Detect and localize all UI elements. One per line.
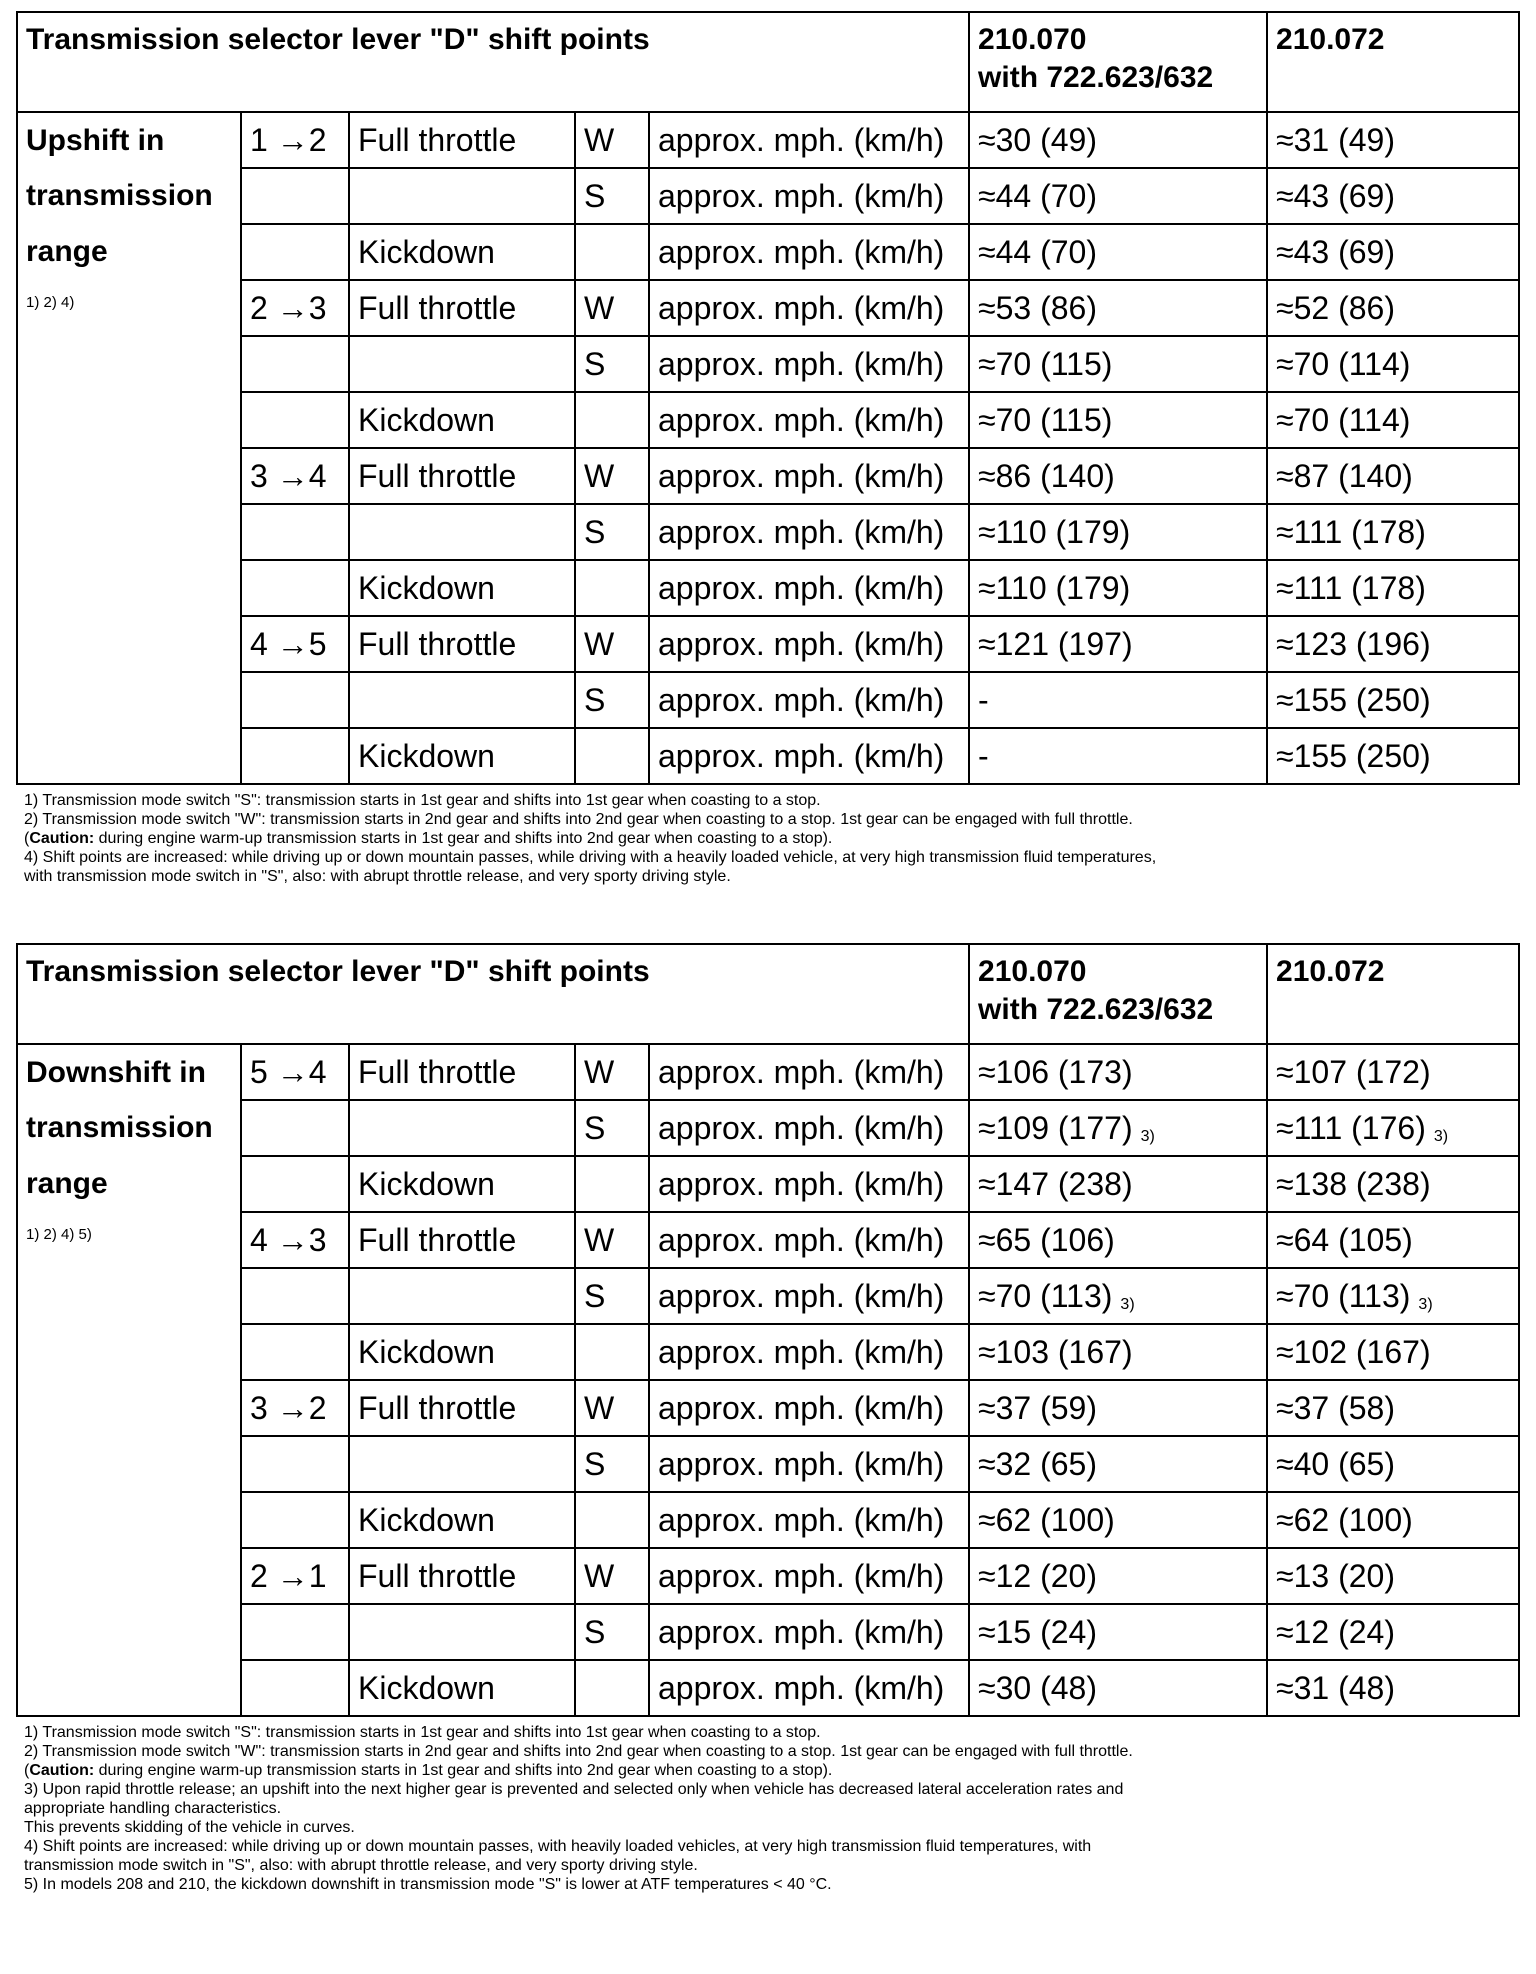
speed-210-070 <box>969 1156 1267 1212</box>
footnote-paren: ( <box>24 1762 30 1779</box>
table-row <box>17 1268 1519 1324</box>
speed-unit: approx. mph. (km/h) <box>649 224 969 280</box>
gear-change: 3 →4 <box>241 448 349 504</box>
footnote-line <box>24 1799 1518 1818</box>
downshift-section <box>16 943 1518 1894</box>
gear-change <box>241 672 349 728</box>
footnote-line <box>24 1761 1518 1780</box>
throttle-condition: Kickdown <box>349 1324 575 1380</box>
speed-unit: approx. mph. (km/h) <box>649 448 969 504</box>
gear-change <box>241 336 349 392</box>
throttle-condition: Kickdown <box>349 1156 575 1212</box>
speed-unit: approx. mph. (km/h) <box>649 1212 969 1268</box>
table-row <box>17 112 1519 168</box>
speed-value: ≈87 (140) <box>1276 457 1413 494</box>
speed-value: ≈62 (100) <box>1276 1501 1413 1538</box>
table-row <box>17 1380 1519 1436</box>
mode-switch: W <box>575 616 649 672</box>
mode-switch: S <box>575 1268 649 1324</box>
speed-unit: approx. mph. (km/h) <box>649 1268 969 1324</box>
throttle-condition <box>349 1436 575 1492</box>
speed-value: ≈155 (250) <box>1276 737 1431 774</box>
table-row <box>17 728 1519 784</box>
group-label: transmission <box>17 1100 241 1156</box>
speed-unit: approx. mph. (km/h) <box>649 1436 969 1492</box>
throttle-condition: Full throttle <box>349 112 575 168</box>
mode-switch: S <box>575 1604 649 1660</box>
speed-value: ≈30 (49) <box>978 121 1097 158</box>
table-row <box>17 1548 1519 1604</box>
mode-switch: S <box>575 1436 649 1492</box>
table-row <box>17 1660 1519 1716</box>
gear-change <box>241 1100 349 1156</box>
table-row <box>17 1604 1519 1660</box>
table-row <box>17 1436 1519 1492</box>
speed-210-070 <box>969 1268 1267 1324</box>
speed-value: ≈111 (176) <box>1276 1109 1426 1146</box>
throttle-condition: Kickdown <box>349 224 575 280</box>
speed-value: ≈15 (24) <box>978 1613 1097 1650</box>
speed-210-072 <box>1267 1156 1519 1212</box>
speed-210-070 <box>969 1548 1267 1604</box>
speed-210-070 <box>969 504 1267 560</box>
speed-value: ≈70 (113) <box>1276 1277 1411 1314</box>
table-row <box>17 504 1519 560</box>
gear-change <box>241 1156 349 1212</box>
gear-change: 4 →5 <box>241 616 349 672</box>
throttle-condition: Full throttle <box>349 1380 575 1436</box>
footnote-text: during engine warm-up transmission starts in 1st gear and shifts into 2nd gear when coasting to a stop). <box>94 1762 833 1779</box>
speed-unit: approx. mph. (km/h) <box>649 168 969 224</box>
footnote-text: 4) Shift points are increased: while driving up or down mountain passes, while driving with a heavily loaded vehicle, at very high transmission fluid temperatures, <box>24 849 1157 866</box>
group-label: Upshift in <box>17 112 241 168</box>
speed-value: ≈30 (48) <box>978 1669 1097 1706</box>
footnote-line <box>24 791 1518 810</box>
group-footnote-refs: 1) 2) 4) 5) <box>17 1212 241 1716</box>
group-label: range <box>17 224 241 280</box>
table-row <box>17 168 1519 224</box>
mode-switch <box>575 1156 649 1212</box>
speed-value: ≈62 (100) <box>978 1501 1115 1538</box>
throttle-condition <box>349 336 575 392</box>
footnote-line <box>24 829 1518 848</box>
throttle-condition <box>349 672 575 728</box>
gear-change <box>241 728 349 784</box>
upshift-footnotes <box>24 791 1518 886</box>
speed-unit: approx. mph. (km/h) <box>649 672 969 728</box>
speed-value: ≈32 (65) <box>978 1445 1097 1482</box>
gear-change <box>241 1492 349 1548</box>
speed-210-070 <box>969 224 1267 280</box>
speed-210-070 <box>969 1492 1267 1548</box>
mode-switch: S <box>575 168 649 224</box>
speed-210-072 <box>1267 1604 1519 1660</box>
footnote-text: 2) Transmission mode switch "W": transmission starts in 2nd gear and shifts into 2nd gear when coasting to a stop. 1st gear can be engaged with full throttle. <box>24 1743 1133 1760</box>
footnote-text: 2) Transmission mode switch "W": transmission starts in 2nd gear and shifts into 2nd gear when coasting to a stop. 1st gear can be engaged with full throttle. <box>24 811 1133 828</box>
table-title: Transmission selector lever "D" shift points <box>17 12 969 112</box>
table-row <box>17 224 1519 280</box>
speed-210-072 <box>1267 280 1519 336</box>
speed-value: ≈43 (69) <box>1276 233 1395 270</box>
model-transmission: with 722.623/632 <box>978 61 1214 94</box>
gear-change <box>241 1660 349 1716</box>
speed-value: - <box>978 737 989 774</box>
speed-210-070 <box>969 448 1267 504</box>
throttle-condition: Kickdown <box>349 1492 575 1548</box>
speed-value: ≈138 (238) <box>1276 1165 1431 1202</box>
throttle-condition: Full throttle <box>349 616 575 672</box>
speed-value: ≈43 (69) <box>1276 177 1395 214</box>
table-row <box>17 1100 1519 1156</box>
footnote-ref: 3) <box>1418 1295 1433 1313</box>
footnote-text: 1) Transmission mode switch "S": transmission starts in 1st gear and shifts into 1st gear when coasting to a stop. <box>24 1724 821 1741</box>
speed-210-072 <box>1267 168 1519 224</box>
speed-210-072 <box>1267 1492 1519 1548</box>
speed-unit: approx. mph. (km/h) <box>649 728 969 784</box>
mode-switch: W <box>575 1548 649 1604</box>
speed-value: ≈121 (197) <box>978 625 1133 662</box>
gear-change: 2 →1 <box>241 1548 349 1604</box>
model-210-070-header <box>969 12 1267 112</box>
speed-210-072 <box>1267 1044 1519 1100</box>
speed-210-072 <box>1267 616 1519 672</box>
gear-change: 1 →2 <box>241 112 349 168</box>
speed-210-072 <box>1267 392 1519 448</box>
throttle-condition <box>349 504 575 560</box>
throttle-condition: Kickdown <box>349 560 575 616</box>
speed-value: ≈53 (86) <box>978 289 1097 326</box>
footnote-text: 5) In models 208 and 210, the kickdown downshift in transmission mode "S" is lower at ATF temperatures < 40 °C. <box>24 1876 832 1893</box>
model-210-070-header <box>969 944 1267 1044</box>
speed-210-070 <box>969 336 1267 392</box>
header-row <box>17 944 1519 1044</box>
header-row <box>17 12 1519 112</box>
footnote-line <box>24 810 1518 829</box>
speed-210-070 <box>969 168 1267 224</box>
model-210-072-header: 210.072 <box>1267 12 1519 112</box>
speed-value: ≈64 (105) <box>1276 1221 1413 1258</box>
group-label: transmission <box>17 168 241 224</box>
speed-210-072 <box>1267 672 1519 728</box>
mode-switch: W <box>575 1044 649 1100</box>
mode-switch: S <box>575 1100 649 1156</box>
footnote-line <box>24 1723 1518 1742</box>
speed-210-070 <box>969 1324 1267 1380</box>
speed-unit: approx. mph. (km/h) <box>649 392 969 448</box>
throttle-condition: Full throttle <box>349 280 575 336</box>
mode-switch <box>575 224 649 280</box>
speed-210-072 <box>1267 1100 1519 1156</box>
speed-unit: approx. mph. (km/h) <box>649 616 969 672</box>
speed-210-072 <box>1267 448 1519 504</box>
table-row <box>17 1044 1519 1100</box>
downshift-footnotes <box>24 1723 1518 1894</box>
mode-switch: S <box>575 336 649 392</box>
speed-value: ≈65 (106) <box>978 1221 1115 1258</box>
speed-value: ≈37 (58) <box>1276 1389 1395 1426</box>
footnote-ref: 3) <box>1140 1127 1155 1145</box>
footnote-text: transmission mode switch in "S", also: with abrupt throttle release, and very sporty driving style. <box>24 1857 698 1874</box>
mode-switch: W <box>575 1212 649 1268</box>
speed-210-072 <box>1267 1380 1519 1436</box>
upshift-table <box>16 11 1520 785</box>
speed-unit: approx. mph. (km/h) <box>649 560 969 616</box>
downshift-table <box>16 943 1520 1717</box>
footnote-text: with transmission mode switch in "S", also: with abrupt throttle release, and very sporty driving style. <box>24 868 731 885</box>
speed-value: ≈12 (20) <box>978 1557 1097 1594</box>
table-row <box>17 392 1519 448</box>
mode-switch <box>575 1492 649 1548</box>
gear-change <box>241 1604 349 1660</box>
speed-210-070 <box>969 1100 1267 1156</box>
speed-210-070 <box>969 1660 1267 1716</box>
mode-switch: S <box>575 504 649 560</box>
speed-value: ≈107 (172) <box>1276 1053 1431 1090</box>
speed-unit: approx. mph. (km/h) <box>649 1492 969 1548</box>
speed-210-070 <box>969 1380 1267 1436</box>
gear-change <box>241 168 349 224</box>
speed-210-072 <box>1267 336 1519 392</box>
speed-value: ≈52 (86) <box>1276 289 1395 326</box>
speed-value: ≈44 (70) <box>978 177 1097 214</box>
speed-210-072 <box>1267 1212 1519 1268</box>
gear-change <box>241 224 349 280</box>
group-footnote-refs: 1) 2) 4) <box>17 280 241 784</box>
footnote-line <box>24 867 1518 886</box>
speed-value: ≈110 (179) <box>978 569 1131 606</box>
footnote-text: appropriate handling characteristics. <box>24 1800 282 1817</box>
speed-unit: approx. mph. (km/h) <box>649 1604 969 1660</box>
speed-210-070 <box>969 728 1267 784</box>
table-row <box>17 1492 1519 1548</box>
speed-value: ≈70 (115) <box>978 401 1113 438</box>
throttle-condition: Full throttle <box>349 448 575 504</box>
footnote-line <box>24 1856 1518 1875</box>
gear-change <box>241 1324 349 1380</box>
footnote-line <box>24 1875 1518 1894</box>
gear-change: 5 →4 <box>241 1044 349 1100</box>
gear-change <box>241 560 349 616</box>
speed-210-072 <box>1267 224 1519 280</box>
model-code: 210.070 <box>978 955 1087 988</box>
group-label: Downshift in <box>17 1044 241 1100</box>
speed-unit: approx. mph. (km/h) <box>649 112 969 168</box>
speed-unit: approx. mph. (km/h) <box>649 280 969 336</box>
mode-switch: W <box>575 112 649 168</box>
table-row <box>17 560 1519 616</box>
throttle-condition <box>349 1100 575 1156</box>
table-row <box>17 448 1519 504</box>
speed-210-072 <box>1267 560 1519 616</box>
upshift-section <box>16 11 1518 886</box>
throttle-condition <box>349 1604 575 1660</box>
gear-change: 2 →3 <box>241 280 349 336</box>
speed-unit: approx. mph. (km/h) <box>649 1100 969 1156</box>
speed-210-070 <box>969 112 1267 168</box>
speed-value: ≈70 (114) <box>1276 345 1411 382</box>
speed-value: ≈110 (179) <box>978 513 1131 550</box>
table-row <box>17 1156 1519 1212</box>
footnote-paren: ( <box>24 830 30 847</box>
speed-unit: approx. mph. (km/h) <box>649 1548 969 1604</box>
speed-unit: approx. mph. (km/h) <box>649 1380 969 1436</box>
throttle-condition <box>349 1268 575 1324</box>
gear-change: 4 →3 <box>241 1212 349 1268</box>
speed-value: ≈111 (178) <box>1276 569 1426 606</box>
footnote-ref: 3) <box>1433 1127 1449 1145</box>
speed-value: ≈70 (115) <box>978 345 1113 382</box>
throttle-condition: Full throttle <box>349 1044 575 1100</box>
footnote-line <box>24 1742 1518 1761</box>
group-label: range <box>17 1156 241 1212</box>
speed-210-070 <box>969 1436 1267 1492</box>
speed-210-070 <box>969 560 1267 616</box>
gear-change <box>241 504 349 560</box>
speed-210-072 <box>1267 1324 1519 1380</box>
model-210-072-header: 210.072 <box>1267 944 1519 1044</box>
mode-switch <box>575 560 649 616</box>
table-title: Transmission selector lever "D" shift points <box>17 944 969 1044</box>
speed-value: ≈40 (65) <box>1276 1445 1395 1482</box>
speed-value: ≈109 (177) <box>978 1109 1133 1146</box>
gear-change: 3 →2 <box>241 1380 349 1436</box>
table-row <box>17 1324 1519 1380</box>
speed-value: ≈111 (178) <box>1276 513 1426 550</box>
speed-210-072 <box>1267 1436 1519 1492</box>
speed-value: ≈123 (196) <box>1276 625 1431 662</box>
footnote-line <box>24 848 1518 867</box>
speed-value: ≈31 (48) <box>1276 1669 1395 1706</box>
footnote-ref: 3) <box>1120 1295 1135 1313</box>
speed-210-072 <box>1267 1268 1519 1324</box>
speed-unit: approx. mph. (km/h) <box>649 1156 969 1212</box>
speed-210-072 <box>1267 728 1519 784</box>
footnote-text: during engine warm-up transmission starts in 1st gear and shifts into 2nd gear when coasting to a stop). <box>94 830 833 847</box>
speed-210-070 <box>969 1604 1267 1660</box>
speed-210-070 <box>969 280 1267 336</box>
speed-unit: approx. mph. (km/h) <box>649 1324 969 1380</box>
footnote-line <box>24 1780 1518 1799</box>
speed-value: ≈70 (113) <box>978 1277 1113 1314</box>
gear-change <box>241 392 349 448</box>
caution-label: Caution: <box>29 1762 95 1779</box>
footnote-text: This prevents skidding of the vehicle in curves. <box>24 1819 355 1836</box>
speed-210-070 <box>969 616 1267 672</box>
mode-switch <box>575 1660 649 1716</box>
speed-value: ≈155 (250) <box>1276 681 1431 718</box>
table-row <box>17 1212 1519 1268</box>
speed-value: ≈70 (114) <box>1276 401 1411 438</box>
gear-change <box>241 1268 349 1324</box>
mode-switch: W <box>575 448 649 504</box>
speed-value: ≈37 (59) <box>978 1389 1097 1426</box>
speed-value: ≈147 (238) <box>978 1165 1133 1202</box>
speed-value: ≈106 (173) <box>978 1053 1133 1090</box>
throttle-condition: Full throttle <box>349 1548 575 1604</box>
speed-value: ≈13 (20) <box>1276 1557 1395 1594</box>
footnote-line <box>24 1837 1518 1856</box>
speed-unit: approx. mph. (km/h) <box>649 336 969 392</box>
speed-unit: approx. mph. (km/h) <box>649 1660 969 1716</box>
footnote-text: 1) Transmission mode switch "S": transmission starts in 1st gear and shifts into 1st gear when coasting to a stop. <box>24 792 821 809</box>
table-row <box>17 672 1519 728</box>
mode-switch: W <box>575 280 649 336</box>
speed-210-070 <box>969 672 1267 728</box>
speed-value: ≈31 (49) <box>1276 121 1395 158</box>
mode-switch: S <box>575 672 649 728</box>
speed-unit: approx. mph. (km/h) <box>649 1044 969 1100</box>
gear-change <box>241 1436 349 1492</box>
throttle-condition: Kickdown <box>349 1660 575 1716</box>
speed-unit: approx. mph. (km/h) <box>649 504 969 560</box>
model-code: 210.070 <box>978 23 1087 56</box>
caution-label: Caution: <box>29 830 95 847</box>
model-transmission: with 722.623/632 <box>978 993 1214 1026</box>
mode-switch: W <box>575 1380 649 1436</box>
throttle-condition: Kickdown <box>349 728 575 784</box>
speed-210-070 <box>969 1044 1267 1100</box>
speed-210-070 <box>969 1212 1267 1268</box>
speed-210-072 <box>1267 1660 1519 1716</box>
speed-value: ≈44 (70) <box>978 233 1097 270</box>
speed-value: ≈103 (167) <box>978 1333 1133 1370</box>
speed-210-070 <box>969 392 1267 448</box>
footnote-line <box>24 1818 1518 1837</box>
mode-switch <box>575 728 649 784</box>
table-row <box>17 616 1519 672</box>
footnote-text: 4) Shift points are increased: while driving up or down mountain passes, with heavily loaded vehicles, at very high transmission fluid temperatures, with <box>24 1838 1092 1855</box>
mode-switch <box>575 1324 649 1380</box>
throttle-condition: Kickdown <box>349 392 575 448</box>
throttle-condition: Full throttle <box>349 1212 575 1268</box>
speed-210-072 <box>1267 504 1519 560</box>
speed-value: - <box>978 681 989 718</box>
speed-value: ≈86 (140) <box>978 457 1115 494</box>
table-row <box>17 336 1519 392</box>
speed-210-072 <box>1267 1548 1519 1604</box>
speed-value: ≈12 (24) <box>1276 1613 1395 1650</box>
speed-210-072 <box>1267 112 1519 168</box>
mode-switch <box>575 392 649 448</box>
throttle-condition <box>349 168 575 224</box>
speed-value: ≈102 (167) <box>1276 1333 1431 1370</box>
table-row <box>17 280 1519 336</box>
footnote-text: 3) Upon rapid throttle release; an upshift into the next higher gear is prevented and selected only when vehicle has decreased lateral acceleration rates and <box>24 1781 1124 1798</box>
